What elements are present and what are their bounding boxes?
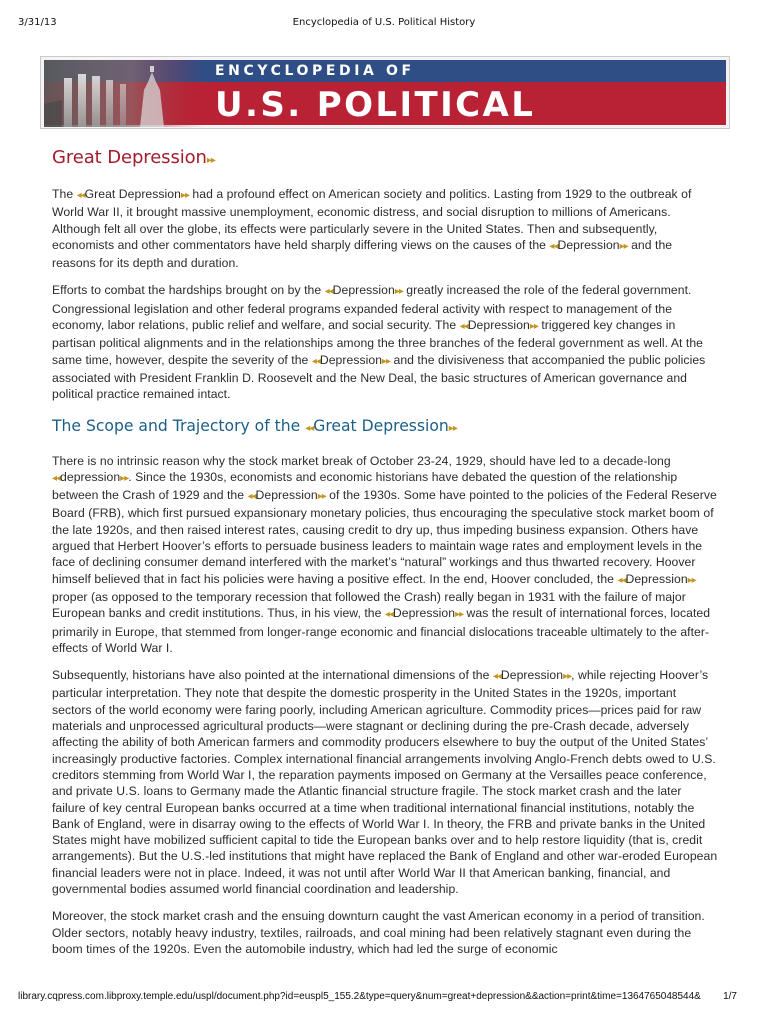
highlight-end-marker-icon: ▸▸ — [206, 155, 215, 166]
print-date: 3/31/13 — [18, 17, 57, 28]
paragraph-text: was the result of international forces, located primarily in Europe, that stemmed from longer-range economic and financial dislocations traceable ultimately to the after-effects of World War I. — [52, 606, 711, 655]
print-url: library.cqpress.com.libproxy.temple.edu/uspl/document.php?id=euspl5_155.2&type=query&num=great+depression&&action=print&time=1364765048544& — [18, 991, 701, 1002]
highlighted-term: Depression — [467, 318, 530, 333]
banner-title: U.S. POLITICAL HISTORY — [215, 85, 536, 165]
highlight-start-marker-icon: ◂◂ — [459, 321, 468, 333]
paragraph-text: Subsequently, historians have also pointed at the international dimensions of the — [52, 668, 493, 683]
highlighted-term: depression — [60, 469, 121, 484]
article-title — [52, 147, 718, 172]
paragraph-text: Moreover, the stock market crash and the ensuing downturn caught the vast American economy in a period of transition. Older sectors, notably heavy industry, textiles, railroads, and coal mining had been relatively stagnant even during the boom times of the 1920s. Even the automobile industry, which had led the surge of economic — [52, 909, 705, 956]
paragraph-text: proper (as opposed to the temporary recession that followed the Crash) really began in 1931 with the failure of major European banks and credit institutions. Thus, in his view, the — [52, 589, 686, 621]
section-title-prefix: The Scope and Trajectory of the — [52, 416, 306, 435]
highlighted-term: Depression — [625, 571, 688, 586]
highlight-start-marker-icon: ◂◂ — [617, 574, 626, 586]
paragraph — [52, 908, 718, 957]
highlighted-term: Depression — [255, 488, 318, 503]
highlight-end-marker-icon: ▸▸ — [687, 574, 696, 586]
intro-section — [52, 186, 718, 403]
section-title — [52, 416, 718, 439]
print-document-title: Encyclopedia of U.S. Political History — [292, 17, 476, 28]
paragraph-text: . Since the 1930s, economists and economic historians have debated the question of the relationship between the Crash of 1929 and the — [52, 469, 678, 503]
highlight-end-marker-icon: ▸▸ — [382, 355, 391, 367]
capitol-building-image — [44, 60, 204, 127]
paragraph-text: of the 1930s. Some have pointed to the policies of the Federal Reserve Board (FRB), which first pursued expansionary monetary policies, thus encouraging the speculative stock market boom of the late 1920s, and then raised interest rates, causing credit to dry up, thus impeding business expansion. Others have argued that Herbert Hoover’s efforts to persuade business leaders to maintain wage rates and employment levels in the face of declining consumer demand interfered with the market’s “natural” workings and thus thwarted recovery. Hoover himself believed that in fact his policies were having a positive effect. In the end, Hoover concluded, the — [52, 488, 717, 586]
paragraph-text: and the reasons for its depth and duration. — [52, 237, 673, 271]
highlight-start-marker-icon: ◂◂ — [247, 491, 256, 503]
paragraph — [52, 667, 718, 897]
highlight-end-marker-icon: ▸▸ — [529, 321, 538, 333]
section-title-highlight: Great Depression — [313, 416, 449, 435]
highlight-start-marker-icon: ◂◂ — [324, 286, 333, 298]
paragraph-text: and the divisiveness that accompanied the public policies associated with President Franklin D. Roosevelt and the New Deal, the basic structures of American governance and political practice remained intact. — [52, 352, 706, 402]
highlight-start-marker-icon: ◂◂ — [549, 240, 558, 252]
print-header — [0, 17, 768, 33]
highlight-end-marker-icon: ▸▸ — [448, 422, 457, 434]
highlighted-term: Depression — [500, 668, 564, 683]
paragraph-text: , while rejecting Hoover’s particular interpretation. They note that despite the domestic prosperity in the United States in the 1920s, important sectors of the world economy were faring poorly, including American agriculture. Commodity prices—prices paid for raw materials and unprocessed agricultural products—were stagnant or declining during the pre-Crash decade, adversely affecting the ability of both American farmers and commodity producers elsewhere to buy the output of the United States’ increasingly productive factories. Complex international financial arrangements involving Anglo-French debts owed to U.S. creditors stemming from World War I, the reparation payments imposed on Germany at the Versailles peace conference, and private U.S. loans to Germany made the Atlantic financial structure fragile. The stock market crash and the later failure of key central European banks occurred at a time when traditional international financial institutions, notably the Bank of England, were in disarray owing to the effects of World War I. In theory, the FRB and private banks in the United States might have mobilized sufficient capital to tide the European banks over and to help restore liquidity (that is, credit arrangements). But the U.S.-led institutions that might have replaced the Bank of England and other war-eroded European financial leaders were not in place. Indeed, it was not until after World War II that American banking, financial, and governmental bodies assumed world financial coordination and leadership. — [52, 668, 718, 896]
highlighted-term: Depression — [557, 237, 620, 252]
article-content — [52, 147, 718, 968]
highlight-end-marker-icon: ▸▸ — [394, 286, 403, 298]
page-number: 1/7 — [723, 991, 737, 1002]
highlight-start-marker-icon: ◂◂ — [52, 472, 61, 484]
banner-subtitle: ENCYCLOPEDIA OF — [215, 63, 415, 79]
paragraph-text: The — [52, 187, 77, 201]
highlighted-term: Depression — [392, 606, 456, 621]
highlighted-term: Depression — [332, 283, 395, 298]
paragraph — [52, 453, 718, 657]
print-footer — [0, 991, 768, 1007]
scope-section — [52, 453, 718, 958]
highlight-end-marker-icon: ▸▸ — [455, 609, 464, 621]
paragraph — [52, 282, 718, 402]
article-title-text: Great Depression — [52, 147, 207, 168]
highlight-start-marker-icon: ◂◂ — [76, 190, 85, 201]
paragraph-text: Efforts to combat the hardships brought on by the — [52, 283, 325, 298]
highlighted-term: Great Depression — [84, 187, 181, 201]
highlight-start-marker-icon: ◂◂ — [384, 609, 393, 621]
highlight-start-marker-icon: ◂◂ — [305, 422, 314, 434]
highlight-end-marker-icon: ▸▸ — [180, 190, 189, 201]
highlight-end-marker-icon: ▸▸ — [120, 472, 129, 484]
paragraph-text: There is no intrinsic reason why the stock market break of October 23-24, 1929, should have led to a decade-long — [52, 453, 671, 468]
highlight-start-marker-icon: ◂◂ — [492, 671, 501, 683]
paragraph-text: greatly increased the role of the federal government. Congressional legislation and other federal programs expanded federal activity with respect to management of the economy, labor relations, public relief and welfare, and social security. The — [52, 283, 692, 333]
highlight-end-marker-icon: ▸▸ — [563, 671, 572, 683]
highlight-end-marker-icon: ▸▸ — [317, 491, 326, 503]
paragraph — [52, 186, 718, 271]
highlighted-term: Depression — [319, 352, 383, 367]
highlight-end-marker-icon: ▸▸ — [619, 240, 628, 252]
paragraph-text: triggered key changes in partisan political alignments and in the relationships among the three branches of the federal government as well. At the same time, however, despite the severity of the — [52, 318, 704, 367]
paragraph-text: had a profound effect on American society and politics. Lasting from 1929 to the outbreak of World War II, it brought massive unemployment, economic distress, and social disruption to millions of Americans. Although felt all over the globe, its effects were particularly severe in the United States. Then and subsequently, economists and other commentators have held sharply differing views on the causes of the — [52, 187, 692, 252]
highlight-start-marker-icon: ◂◂ — [311, 355, 320, 367]
